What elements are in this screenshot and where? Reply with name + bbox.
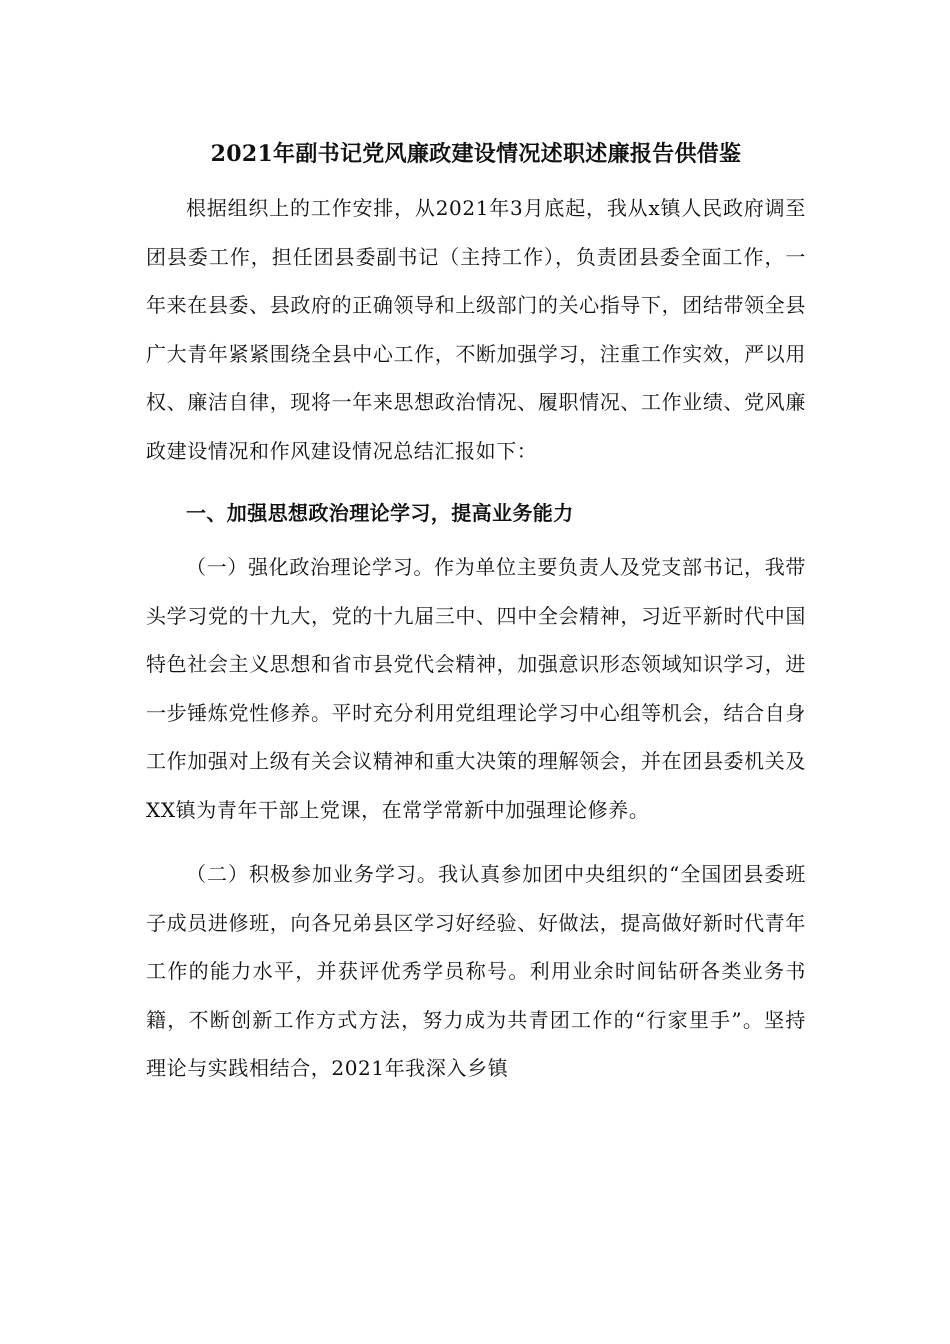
document-page [146,136,806,1093]
section-paragraph-2: （二）积极参加业务学习。我认真参加团中央组织的“全国团县委班子成员进修班，向各兄弟县区学习好经验、好做法，提高做好新时代青年工作的能力水平，并获评优秀学员称号。利用业余时间钻研各类业务书籍，不断创新工作方式方法，努力成为共青团工作的“行家里手”。坚持理论与实践相结合，2021年我深入乡镇 [146,862,806,1080]
section-heading: 一、加强思想政治理论学习，提高业务能力 [186,501,574,525]
intro-paragraph: 根据组织上的工作安排，从2021年3月底起，我从x镇人民政府调至团县委工作，担任团县委副书记（主持工作），负责团县委全面工作，一年来在县委、县政府的正确领导和上级部门的关心指导下，团结带领全县广大青年紧紧围绕全县中心工作，不断加强学习，注重工作实效，严以用权、廉洁自律，现将一年来思想政治情况、履职情况、工作业绩、党风廉政建设情况和作风建设情况总结汇报如下： [146,196,806,463]
document-title: 2021年副书记党风廉政建设情况述职述廉报告供借鉴 [210,141,742,167]
section-paragraph-1: （一）强化政治理论学习。作为单位主要负责人及党支部书记，我带头学习党的十九大，党的十九届三中、四中全会精神，习近平新时代中国特色社会主义思想和省市县党代会精神，加强意识形态领域知识学习，进一步锤炼党性修养。平时充分利用党组理论学习中心组等机会，结合自身工作加强对上级有关会议精神和重大决策的理解领会，并在团县委机关及XX镇为青年干部上党课，在常学常新中加强理论修养。 [146,555,806,822]
